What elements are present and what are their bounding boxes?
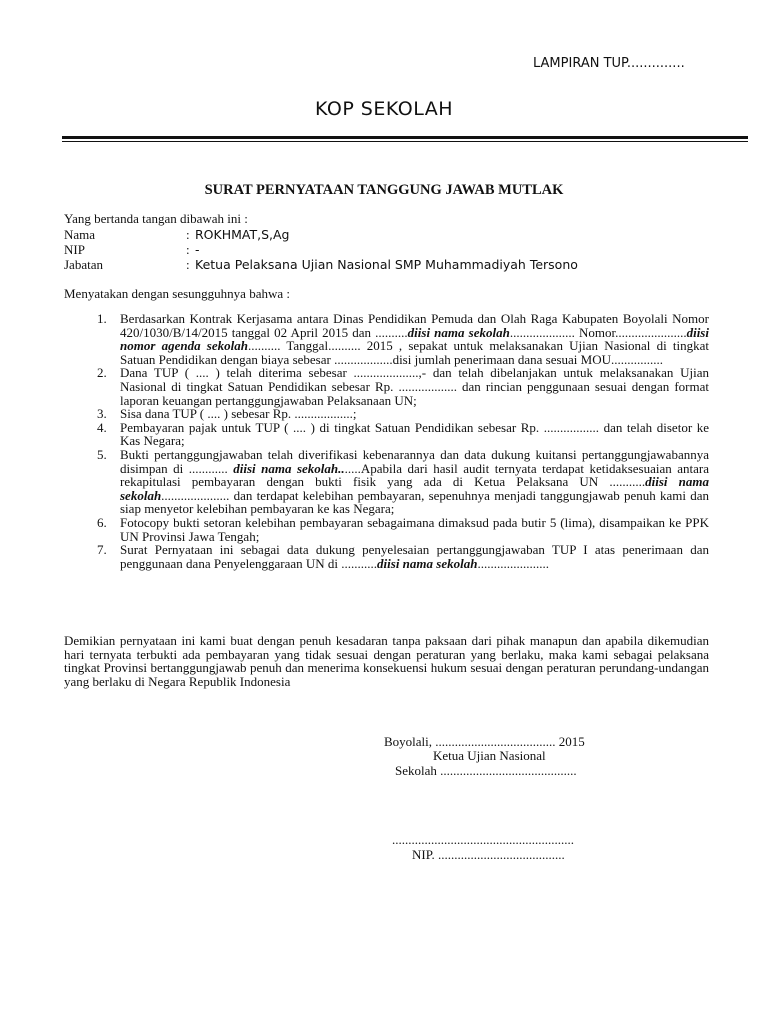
- letterhead-thin-rule: [62, 141, 748, 142]
- position-colon: :: [186, 257, 190, 272]
- list-item: [64, 543, 709, 570]
- placeholder-school-name: diisi nama sekolah: [407, 324, 510, 340]
- item-text: .................... Nomor......................: [509, 324, 687, 340]
- position-label: Jabatan: [64, 257, 103, 272]
- item-text: .....Apabila dari hasil audit ternyata terdapat ketidaksesuaian antara rekapitulasi pembayaran dengan bukti fisik yang ada di Ketua Pelaksana UN ...........: [120, 460, 709, 490]
- placeholder-school-name: diisi nama sekolah..: [233, 460, 345, 476]
- item-text: Surat Pernyataan ini sebagai data dukung penyelesaian pertanggungjawaban TUP I atas penerimaan dan penggunaan dana Penyelenggaraan UN di ...........: [120, 542, 709, 571]
- item-text: Berdasarkan Kontrak Kerjasama antara Dinas Pendidikan Pemuda dan Olah Raga Kabupaten Boyolali Nomor 420/1030/B/14/2015 tanggal 02 April 2015 dan ..........: [120, 311, 709, 340]
- signature-place-date: Boyolali, ..................................... 2015: [384, 734, 585, 749]
- item-text: Fotocopy bukti setoran kelebihan pembayaran sebagaimana dimaksud pada butir 5 (lima), disampaikan ke PPK UN Provinsi Jawa Tengah;: [120, 514, 709, 544]
- intro-text: Yang bertanda tangan dibawah ini :: [64, 211, 248, 226]
- item-number: 2.: [97, 365, 107, 381]
- school-letterhead: KOP SEKOLAH: [314, 98, 454, 120]
- nip-label: NIP: [64, 242, 85, 257]
- closing-paragraph: Demikian pernyataan ini kami buat dengan penuh kesadaran tanpa paksaan dari pihak manapun dan apabila dikemudian hari ternyata terbukti ada pembayaran yang tidak sesuai dengan peraturan yang berlaku, maka kami sebagai pelaksana tingkat Provinsi bertanggungjawab penuh dan menerima konsekuensi hukum sesuai dengan peraturan perundang-undangan yang berlaku di Negara Republik Indonesia: [64, 633, 709, 689]
- attachment-label: LAMPIRAN TUP..............: [533, 56, 685, 71]
- nip-colon: :: [186, 242, 190, 257]
- item-text: ......................: [477, 555, 549, 571]
- item-number: 3.: [97, 406, 107, 422]
- signature-nip: NIP. .......................................: [412, 847, 565, 862]
- position-value: Ketua Pelaksana Ujian Nasional SMP Muhammadiyah Tersono: [195, 257, 578, 272]
- item-number: 4.: [97, 419, 107, 435]
- item-text: Sisa dana TUP ( .... ) sebesar Rp. ..................;: [120, 406, 357, 422]
- nip-value: -: [195, 242, 200, 257]
- document-title: SURAT PERNYATAAN TANGGUNG JAWAB MUTLAK: [204, 182, 564, 198]
- list-item: [64, 421, 709, 448]
- item-number: 5.: [97, 446, 107, 462]
- list-item: [64, 312, 709, 366]
- placeholder-school-name: diisi nama sekolah: [120, 474, 709, 503]
- placeholder-school-name: diisi nama sekolah: [377, 555, 478, 571]
- name-label: Nama: [64, 227, 96, 242]
- item-text: ..................... dan terdapat kelebihan pembayaran, sepenuhnya menjadi tanggungjawab penuh kami dan siap menyetor kelebihan pembayaran ke kas Negara;: [120, 487, 709, 517]
- item-text: Dana TUP ( .... ) telah diterima sebesar ....................,- dan telah dibelanjakan untuk melaksanakan Ujian Nasional di tingkat Satuan Pendidikan sebesar Rp. .................. dan rincian penggunaan sesuai dengan format laporan keuangan pertanggungjawaban Pelaksanaan UN;: [120, 365, 709, 408]
- signature-school: Sekolah ..........................................: [395, 763, 577, 778]
- item-text: Bukti pertanggungjawaban telah diverifikasi kebenarannya dan data dukung kuitansi pertanggungjawabannya disimpan di ............: [120, 446, 709, 476]
- item-text: Pembayaran pajak untuk TUP ( .... ) di tingkat Satuan Pendidikan sebesar Rp. ................. dan telah disetor ke Kas Negara;: [120, 419, 709, 449]
- list-item: [64, 407, 709, 421]
- name-colon: :: [186, 227, 190, 242]
- list-item: [64, 516, 709, 543]
- item-number: 6.: [97, 514, 107, 530]
- item-number: 7.: [97, 542, 107, 558]
- list-item: [64, 448, 709, 516]
- list-item: [64, 366, 709, 407]
- signature-name-line: ........................................................: [392, 832, 574, 847]
- statement-list: [64, 312, 709, 570]
- name-value: ROKHMAT,S,Ag: [195, 227, 290, 242]
- item-number: 1.: [97, 311, 107, 326]
- placeholder-agenda-number: diisi nomor agenda sekolah: [120, 324, 709, 354]
- item-text: .......... Tanggal.......... 2015 , sepakat untuk melaksanakan Ujian Nasional di tingkat Satuan Pendidikan dengan biaya sebesar ..................disi jumlah penerimaan dana sesuai MOU................: [120, 338, 709, 367]
- statement-intro: Menyatakan dengan sesungguhnya bahwa :: [64, 286, 290, 301]
- signature-role: Ketua Ujian Nasional: [433, 748, 546, 763]
- letterhead-thick-rule: [62, 136, 748, 139]
